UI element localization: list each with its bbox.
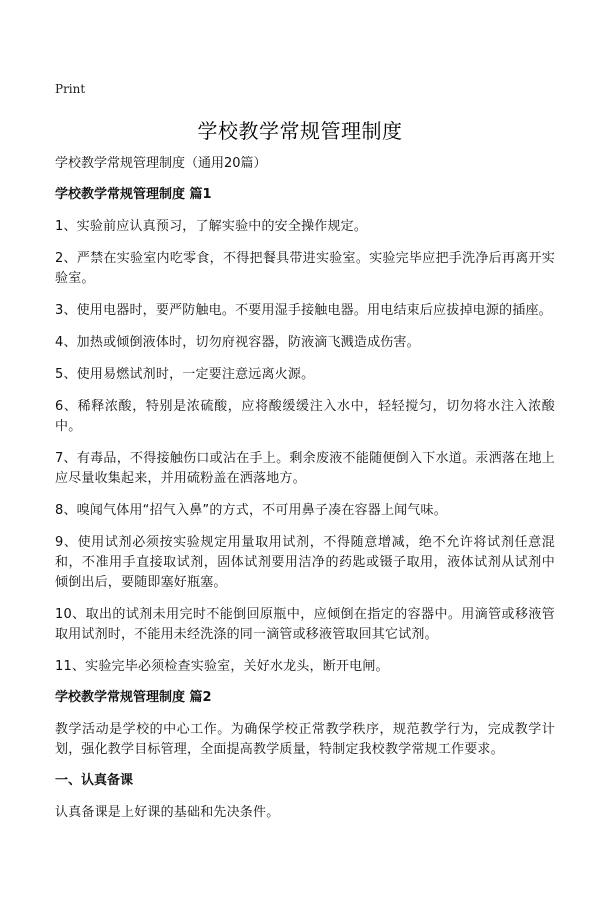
paragraph: 6、稀释浓酸，特别是浓硫酸，应将酸缓缓注入水中，轻轻搅匀，切勿将水注入浓酸中。 [55,399,555,434]
paragraph: 4、加热或倾倒液体时，切勿府视容器，防液滴飞溅造成伤害。 [55,335,420,350]
print-label: Print [55,82,86,96]
paragraph: 教学活动是学校的中心工作。为确保学校正常教学秩序，规范教学行为，完成教学计划，强化教学目标管理，全面提高教学质量，特制定我校教学常规工作要求。 [55,722,555,757]
paragraph: 10、取出的试剂未用完时不能倒回原瓶中，应倾倒在指定的容器中。用滴管或移液管取用试剂时，不能用未经洗涤的同一滴管或移液管取回其它试剂。 [55,607,555,642]
paragraph: 1、实验前应认真预习，了解实验中的安全操作规定。 [55,219,368,234]
paragraph: 8、嗅闻气体用“招气入鼻”的方式，不可用鼻子凑在容器上闻气味。 [55,503,447,518]
paragraph: 5、使用易燃试剂时，一定要注意远离火源。 [55,367,315,382]
paragraph: 3、使用电器时，要严防触电。不要用湿手接触电器。用电结束后应拔掉电源的插座。 [55,303,552,318]
paragraph: 11、实验完毕必须检查实验室，关好水龙头，断开电闸。 [55,659,389,674]
paragraph: 认真备课是上好课的基础和先决条件。 [55,805,280,820]
document-title: 学校教学常规管理制度 [197,119,403,143]
document-subtitle: 学校教学常规管理制度（通用20篇） [55,156,267,171]
section-1 [55,186,555,677]
section-2 [55,689,555,760]
section-3 [55,772,555,823]
paragraph: 9、使用试剂必须按实验规定用量取用试剂，不得随意增减，绝不允许将试剂任意混和，不准用手直接取试剂，固体试剂要用洁净的药匙或镊子取用，液体试剂从试剂中倾倒出后，要随即塞好瓶塞。 [55,535,555,590]
paragraph: 2、严禁在实验室内吃零食，不得把餐具带进实验室。实验完毕应把手洗净后再离开实验室。 [55,251,555,286]
paragraph: 7、有毒品，不得接触伤口或沾在手上。剩余废液不能随便倒入下水道。汞洒落在地上应尽量收集起来，并用硫粉盖在洒落地方。 [55,451,555,486]
document-body [55,155,555,835]
section-heading: 学校教学常规管理制度 篇2 [55,690,212,705]
section-heading: 学校教学常规管理制度 篇1 [55,187,212,202]
section-heading: 一、认真备课 [55,773,134,788]
